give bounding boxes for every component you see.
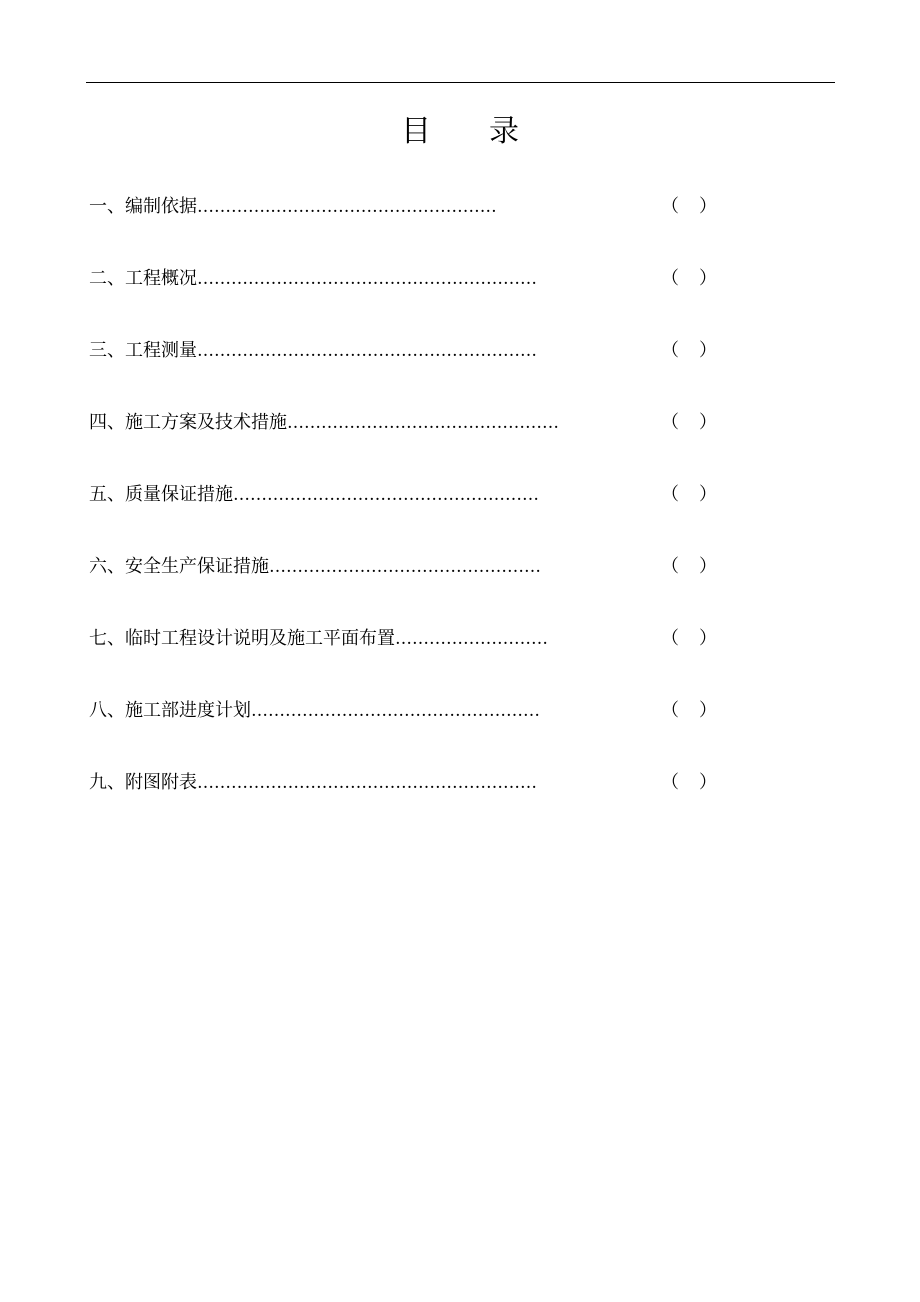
toc-number: 九、 [89, 772, 125, 793]
toc-entry[interactable] [89, 478, 717, 512]
header-rule [86, 82, 835, 83]
toc-number: 二、 [89, 268, 125, 289]
toc-label: 临时工程设计说明及施工平面布置 [125, 628, 395, 649]
toc-leader: …………………………………………………… [197, 773, 537, 793]
toc-page-ref: （ ） [661, 268, 717, 289]
toc-leader: …………………………………………………… [197, 341, 537, 361]
toc-leader: ……………………………………………… [233, 485, 539, 505]
toc-entry[interactable] [89, 406, 717, 440]
toc-leader: ………………………………………… [287, 413, 559, 433]
toc-page-ref: （ ） [661, 772, 717, 793]
toc-page-ref: （ ） [661, 340, 717, 361]
toc-label: 附图附表 [125, 772, 197, 793]
toc-leader: …………………………………………… [251, 701, 540, 721]
toc-leader: …………………………………………………… [197, 269, 537, 289]
toc-entry[interactable] [89, 622, 717, 656]
toc-entry[interactable] [89, 550, 717, 584]
toc-page-ref: （ ） [661, 196, 717, 217]
toc-number: 八、 [89, 700, 125, 721]
toc-entry[interactable] [89, 262, 717, 296]
page-title [0, 112, 920, 152]
toc-label: 质量保证措施 [125, 484, 233, 505]
toc-leader: …………..………………………………… [197, 197, 497, 217]
toc-number: 五、 [89, 484, 125, 505]
toc-label: 安全生产保证措施 [125, 556, 269, 577]
toc-number: 一、 [89, 196, 125, 217]
toc-label: 编制依据 [125, 196, 197, 217]
toc-label: 施工方案及技术措施 [125, 412, 287, 433]
toc-leader: ………………………………………… [269, 557, 541, 577]
toc-number: 七、 [89, 628, 125, 649]
toc-entry[interactable] [89, 766, 717, 800]
toc-leader: ……………………… [395, 629, 548, 649]
toc-label: 工程测量 [125, 340, 197, 361]
toc-page-ref: （ ） [661, 412, 717, 433]
toc-page-ref: （ ） [661, 700, 717, 721]
toc-label: 施工部进度计划 [125, 700, 251, 721]
toc-number: 四、 [89, 412, 125, 433]
toc-number: 六、 [89, 556, 125, 577]
toc-entry[interactable] [89, 190, 717, 224]
toc-entry[interactable] [89, 334, 717, 368]
title-part-1: 目 [401, 114, 431, 149]
toc-page-ref: （ ） [661, 556, 717, 577]
toc-page-ref: （ ） [661, 628, 717, 649]
title-part-2: 录 [489, 114, 519, 149]
toc-number: 三、 [89, 340, 125, 361]
toc-label: 工程概况 [125, 268, 197, 289]
toc-page-ref: （ ） [661, 484, 717, 505]
toc-entry[interactable] [89, 694, 717, 728]
